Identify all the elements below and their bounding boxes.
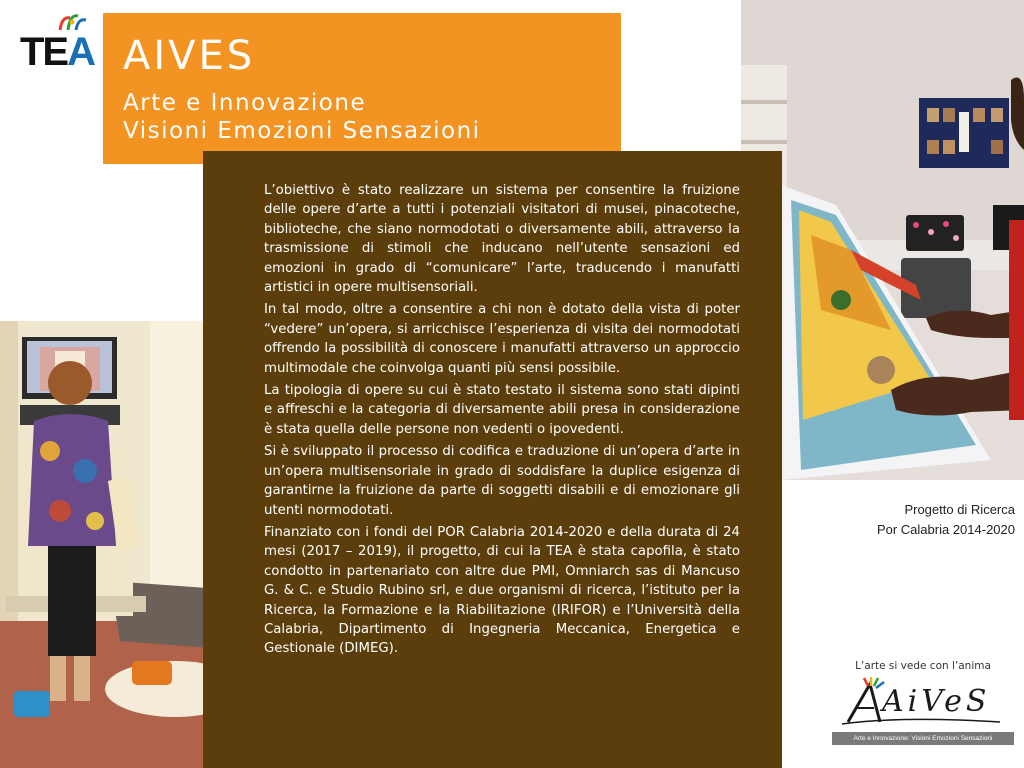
aives-logo	[832, 660, 1014, 746]
title-box	[103, 13, 621, 164]
tea-logo-a: A	[67, 30, 95, 74]
photo-tactile-board-image	[741, 0, 1024, 480]
paragraph-multimodal: In tal modo, oltre a consentire a chi non è dotato della vista di poter “vedere” un’opera, si arricchisce l’esperienza di visita dei normodotati offrendo la possibilità di conoscere i manufatti attraverso un approccio multimodale che coinvolga quanti più sensi possibile.	[264, 302, 740, 376]
subtitle-line-2: Visioni Emozioni Sensazioni	[123, 118, 481, 144]
tea-logo-te: TE	[20, 30, 68, 74]
aives-wordmark: AiVeS	[882, 684, 991, 719]
paragraph-tested-works: La tipologia di opere su cui è stato testato il sistema sono stati dipinti e affreschi e la categoria di diversamente abili presa in considerazione è stata quella delle persone non vedenti o ipovedenti.	[264, 383, 740, 437]
tea-logo	[18, 12, 96, 74]
aives-tagline: L’arte si vede con l’anima	[855, 660, 991, 672]
caption-line-2: Por Calabria 2014-2020	[876, 522, 1015, 537]
tea-logo-text	[20, 32, 94, 72]
paragraph-funding: Finanziato con i fondi del POR Calabria 2014-2020 e della durata di 24 mesi (2017 – 2019), il progetto, di cui la TEA è stata capofila, è stato condotto in partenariato con altre due PMI, Omniarch sas di Mancuso G. & C. e Studio Rubino srl, e due organismi di ricerca, l’istituto per la Ricerca, la Formazione e la Riabilitazione (IRIFOR) e l’Università della Calabria, Dipartimento di Ingegneria Meccanica, Energetica e Gestionale (DIMEG).	[264, 524, 740, 657]
paragraph-objective: L’obiettivo è stato realizzare un sistema per consentire la fruizione delle opere d’arte a tutti i potenziali visitatori di musei, pinacoteche, biblioteche, che siano normodotati o diversamente abili, attraverso la trasmissione di stimoli che inducano nell’utente sensazioni ed emozioni in grado di “comunicare” l’arte, traducendo i manufatti artistici in opere multisensoriali.	[264, 183, 740, 296]
photo-tactile-board	[741, 0, 1024, 480]
page-title: AIVES	[123, 33, 256, 79]
subtitle-line-1: Arte e Innovazione	[123, 90, 367, 116]
project-caption	[820, 500, 1015, 540]
caption-line-1: Progetto di Ricerca	[904, 502, 1015, 517]
description-text	[264, 181, 740, 662]
description-panel	[203, 151, 782, 768]
aives-footer-bar: Arte e Innovazione: Visioni Emozioni Sensazioni	[832, 732, 1014, 745]
paragraph-process: Si è sviluppato il processo di codifica e traduzione di un’opera d’arte in un’opera multisensoriale in grado di soddisfare la duplice esigenza di garantirne la fruizione da parte di soggetti disabili e di emozionare gli utenti normodotati.	[264, 444, 740, 518]
